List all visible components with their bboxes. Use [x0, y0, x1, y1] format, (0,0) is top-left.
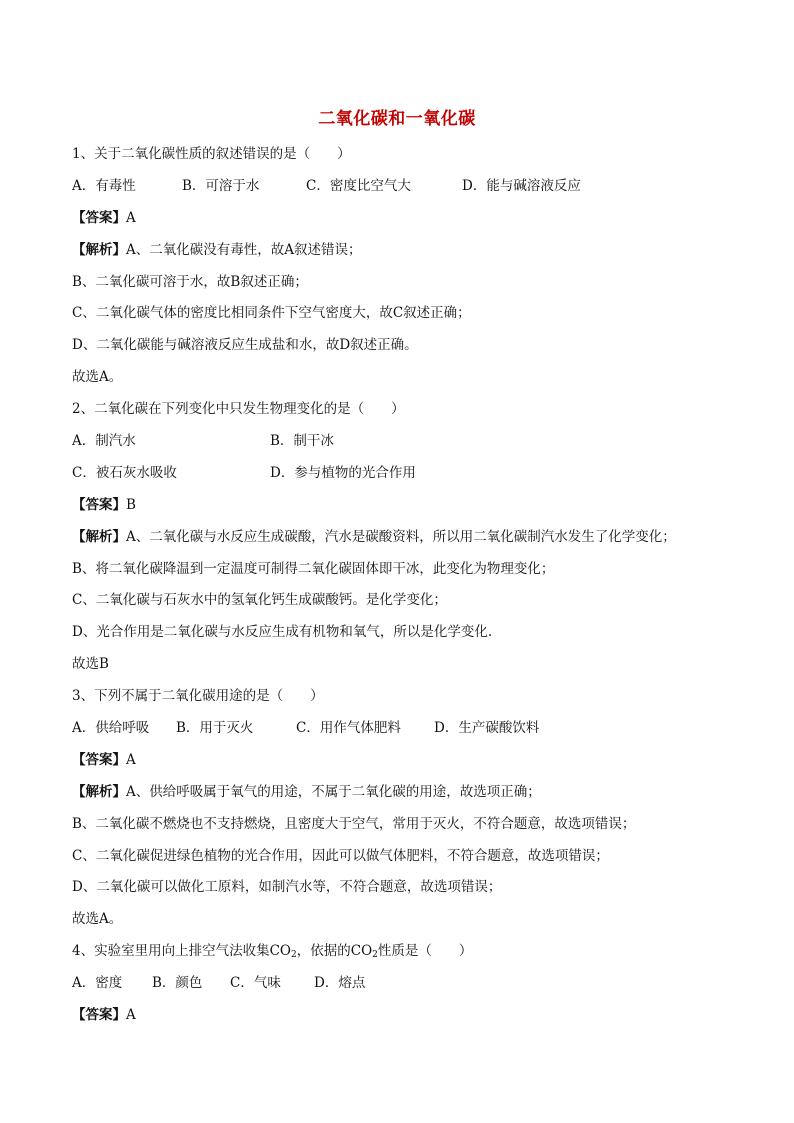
subscript: 2	[372, 950, 378, 961]
option-b: B．可溶于水	[182, 177, 260, 194]
question-2-analysis-line	[72, 525, 752, 557]
question-4-answer	[72, 1003, 752, 1035]
question-1-conclusion: 故选A。	[72, 369, 123, 386]
answer-value: B	[126, 496, 136, 513]
stem-part: 性质是（ ）	[377, 943, 473, 960]
option-b: B．颜色	[152, 975, 203, 992]
answer-tag: 【答案】	[72, 751, 126, 768]
question-4-options	[72, 971, 752, 1003]
analysis-text: A、二氧化碳与水反应生成碳酸，汽水是碳酸资料，所以用二氧化碳制汽水发生了化学变化；	[126, 528, 676, 545]
question-3-analysis-line: C、二氧化碳促进绿色植物的光合作用，因此可以做气体肥料，不符合题意，故选项错误；	[72, 847, 609, 864]
option-b: B．用于灭火	[176, 720, 254, 737]
option-d: D．熔点	[314, 975, 366, 992]
question-3-conclusion: 故选A。	[72, 911, 123, 928]
question-2-stem: 2、二氧化碳在下列变化中只发生物理变化的是（ ）	[72, 401, 405, 418]
option-a: A．密度	[72, 975, 123, 992]
option-d: D．参与植物的光合作用	[270, 464, 416, 481]
option-d: D．生产碳酸饮料	[434, 720, 540, 737]
question-1-analysis-line: B、二氧化碳可溶于水，故B叙述正确；	[72, 273, 308, 290]
question-2-options-row-2	[72, 461, 752, 493]
answer-value: A	[126, 209, 136, 226]
question-1-answer	[72, 206, 752, 238]
question-3-options	[72, 716, 752, 748]
question-2-answer	[72, 493, 752, 525]
answer-tag: 【答案】	[72, 1007, 126, 1024]
option-d: D．能与碱溶液反应	[462, 177, 581, 194]
question-2-analysis-line: B、将二氧化碳降温到一定温度可制得二氧化碳固体即干冰，此变化为物理变化；	[72, 560, 555, 577]
question-1-analysis-line	[72, 238, 752, 270]
question-1-stem: 1、关于二氧化碳性质的叙述错误的是（ ）	[72, 146, 351, 162]
analysis-text: A、供给呼吸属于氧气的用途，不属于二氧化碳的用途，故选项正确；	[126, 783, 541, 800]
option-a: A．制汽水	[72, 433, 136, 450]
option-a: A．供给呼吸	[72, 720, 150, 737]
question-3-answer	[72, 748, 752, 780]
option-c: C．密度比空气大	[306, 177, 411, 194]
page-title: 二氧化碳和一氧化碳	[318, 109, 476, 129]
answer-tag: 【答案】	[72, 496, 126, 513]
question-2-options-row-1	[72, 429, 752, 461]
question-1-analysis-line: C、二氧化碳气体的密度比相同条件下空气密度大，故C叙述正确；	[72, 305, 471, 322]
stem-part: 4、实验室里用向上排空气法收集CO	[72, 943, 291, 960]
stem-part: ，依据的CO	[296, 943, 373, 960]
question-2-analysis-line: D、光合作用是二氧化碳与水反应生成有机物和氧气，所以是化学变化.	[72, 624, 493, 641]
question-1-options	[72, 174, 752, 206]
answer-tag: 【答案】	[72, 209, 126, 226]
question-3-analysis-line	[72, 780, 752, 812]
option-c: C．气味	[230, 975, 281, 992]
analysis-tag: 【解析】	[72, 528, 126, 545]
option-c: C．被石灰水吸收	[72, 464, 177, 481]
analysis-tag: 【解析】	[72, 783, 126, 800]
question-2-analysis-line: C、二氧化碳与石灰水中的氢氧化钙生成碳酸钙。是化学变化；	[72, 592, 447, 609]
question-3-stem: 3、下列不属于二氧化碳用途的是（ ）	[72, 688, 324, 705]
question-2-conclusion: 故选B	[72, 656, 109, 673]
option-c: C．用作气体肥料	[296, 720, 401, 737]
analysis-text: A、二氧化碳没有毒性，故A叙述错误；	[126, 241, 362, 258]
option-b: B．制干冰	[270, 433, 334, 450]
subscript: 2	[291, 950, 297, 961]
question-1-analysis-line: D、二氧化碳能与碱溶液反应生成盐和水，故D叙述正确。	[72, 337, 418, 354]
question-3-analysis-line: D、二氧化碳可以做化工原料，如制汽水等，不符合题意，故选项错误；	[72, 879, 502, 896]
analysis-tag: 【解析】	[72, 241, 126, 258]
question-3-analysis-line: B、二氧化碳不燃烧也不支持燃烧，且密度大于空气，常用于灭火，不符合题意，故选项错误；	[72, 815, 636, 832]
answer-value: A	[126, 1007, 136, 1024]
document-content	[72, 142, 752, 1035]
question-4-stem	[72, 939, 752, 971]
answer-value: A	[126, 751, 136, 768]
option-a: A．有毒性	[72, 177, 136, 194]
